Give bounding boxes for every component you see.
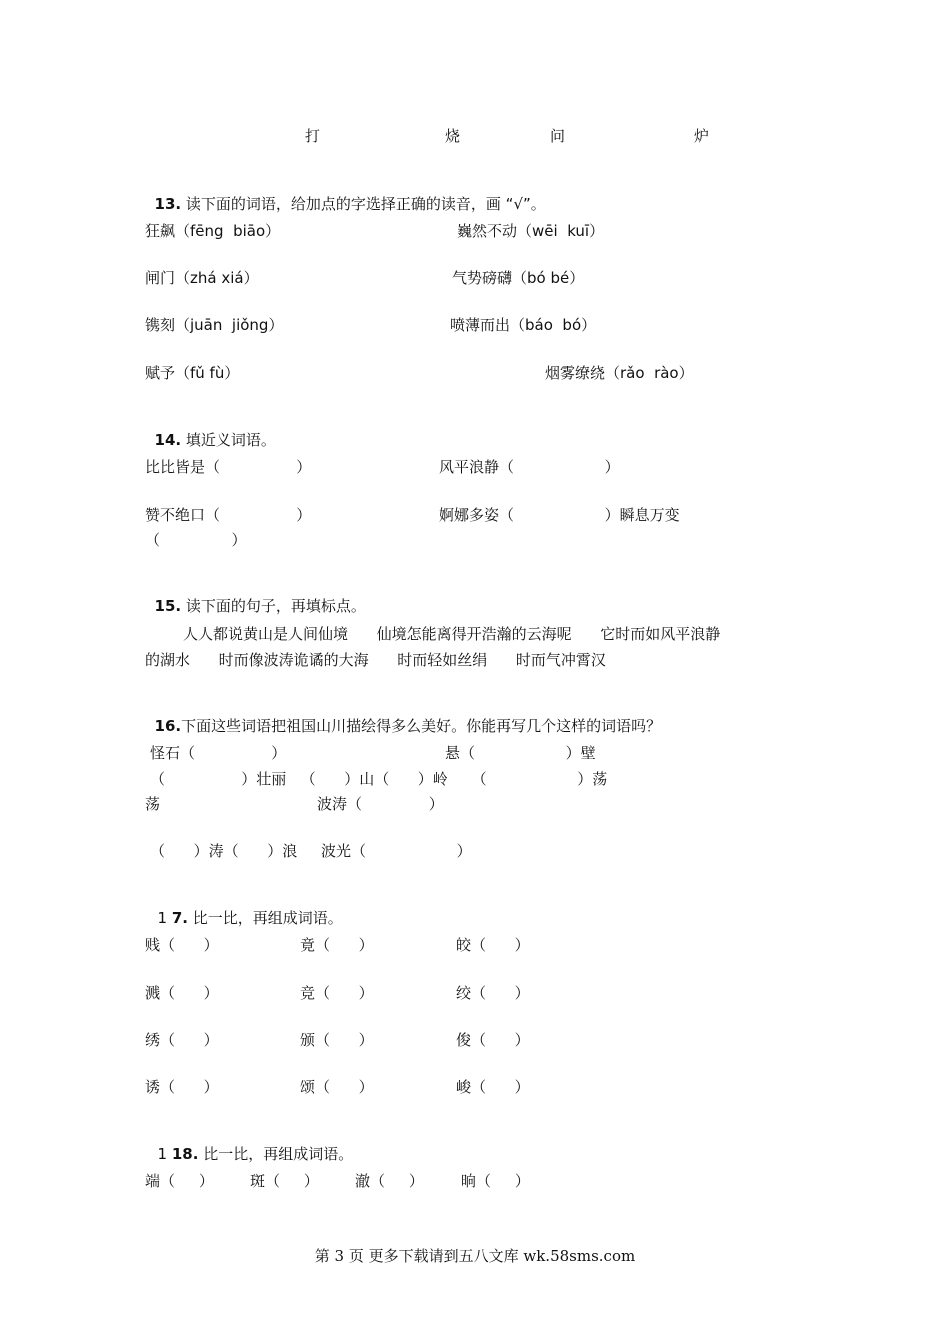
q15-number: 15. [154, 597, 182, 615]
q17-r1-c1: 贱（ ） [145, 936, 219, 954]
q16-heading [145, 696, 661, 736]
q15-line-1: 人人都说黄山是人间仙境 仙境怎能离得开浩瀚的云海呢 它时而如风平浪静 [183, 625, 721, 643]
q14-item-4: 婀娜多姿（ ）瞬息万变 [439, 506, 680, 524]
q18-text: 比一比，再组成词语。 [203, 1145, 354, 1163]
q14-heading [145, 410, 276, 450]
q17-r1-c2: 竟（ ） [300, 936, 374, 954]
q13-item-3: 闸门（zhá xiá） [145, 269, 259, 287]
q14-item-5: （ ） [145, 531, 247, 549]
q17-r3-c3: 俊（ ） [456, 1031, 530, 1049]
q14-number: 14. [154, 431, 182, 449]
q13-heading [145, 174, 546, 214]
q15-heading [145, 576, 366, 616]
q18-item-3: 澈（ ） [355, 1172, 424, 1190]
q13-item-8: 烟雾缭绕（rǎo rào） [545, 364, 694, 382]
q17-r4-c1: 诱（ ） [145, 1078, 219, 1096]
top-char-1: 打 [305, 127, 321, 145]
q16-line-5: 波涛（ ） [317, 795, 444, 813]
q14-item-3: 赞不绝口（ ） [145, 506, 312, 524]
q14-item-2: 风平浪静（ ） [439, 458, 620, 476]
q13-item-7: 赋予（fǔ fù） [145, 364, 240, 382]
q17-number: 7. [171, 909, 189, 927]
q18-prefix: 1 [157, 1145, 168, 1163]
q13-item-1: 狂飙（fēng biāo） [145, 222, 281, 240]
q17-r2-c3: 绞（ ） [456, 984, 530, 1002]
q17-r4-c3: 峻（ ） [456, 1078, 530, 1096]
q16-line-6: （ ）涛（ ）浪 波光（ ） [150, 842, 472, 860]
q17-heading [148, 888, 343, 928]
q16-line-2: 悬（ ）壁 [445, 744, 596, 762]
q16-number: 16. [154, 717, 182, 735]
top-char-3: 问 [550, 127, 566, 145]
q14-text: 填近义词语。 [185, 431, 276, 449]
q17-r3-c1: 绣（ ） [145, 1031, 219, 1049]
q15-line-2: 的湖水 时而像波涛诡谲的大海 时而轻如丝绢 时而气冲霄汉 [145, 651, 606, 669]
q13-item-2: 巍然不动（wēi kuī） [457, 222, 605, 240]
q13-text: 读下面的词语，给加点的字选择正确的读音，画 “√”。 [185, 195, 546, 213]
q18-item-2: 斑（ ） [250, 1172, 319, 1190]
q18-item-1: 端（ ） [145, 1172, 214, 1190]
q13-item-6: 喷薄而出（báo bó） [450, 316, 597, 334]
q18-item-4: 晌（ ） [461, 1172, 530, 1190]
q16-text: 下面这些词语把祖国山川描绘得多么美好。你能再写几个这样的词语吗？ [181, 717, 662, 735]
page-footer: 第 3 页 更多下载请到五八文库 wk.58sms.com [314, 1247, 636, 1265]
q14-item-1: 比比皆是（ ） [145, 458, 312, 476]
q17-prefix: 1 [157, 909, 168, 927]
q17-r4-c2: 颂（ ） [300, 1078, 374, 1096]
q16-line-4: 荡 [145, 795, 161, 813]
q17-r3-c2: 颁（ ） [300, 1031, 374, 1049]
top-char-4: 炉 [694, 127, 710, 145]
q17-r1-c3: 皎（ ） [456, 936, 530, 954]
q16-line-1: 怪石（ ） [150, 744, 287, 762]
q17-r2-c2: 竞（ ） [300, 984, 374, 1002]
q13-number: 13. [154, 195, 182, 213]
q15-text: 读下面的句子，再填标点。 [185, 597, 366, 615]
q16-line-3: （ ）壮丽 （ ）山（ ）岭 （ ）荡 [150, 770, 608, 788]
q17-text: 比一比，再组成词语。 [192, 909, 343, 927]
q18-number: 18. [171, 1145, 199, 1163]
top-char-2: 烧 [445, 127, 461, 145]
q13-item-4: 气势磅礴（bó bé） [452, 269, 585, 287]
q13-item-5: 镌刻（juān jiǒng） [145, 316, 284, 334]
q17-r2-c1: 溅（ ） [145, 984, 219, 1002]
q18-heading [148, 1124, 353, 1164]
